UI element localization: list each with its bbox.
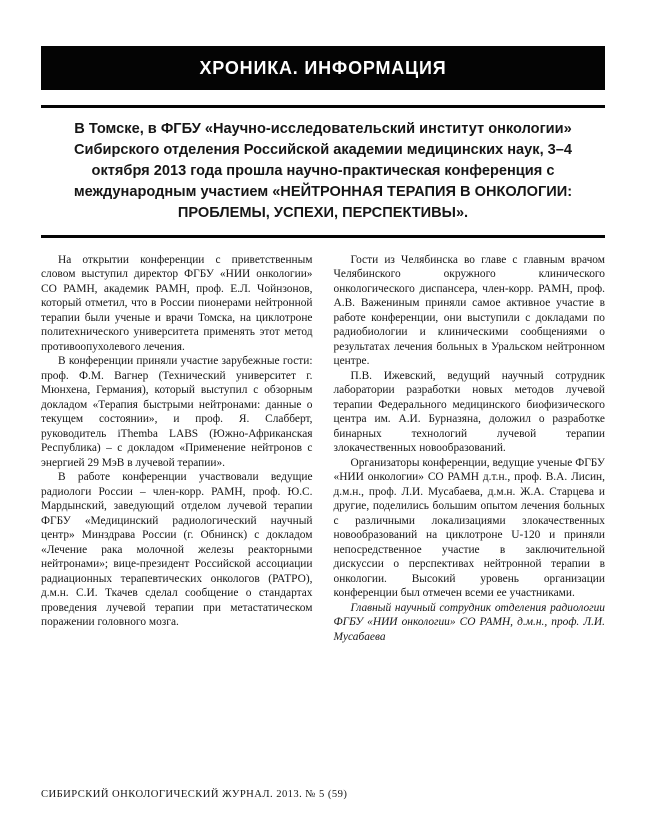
body-paragraph: На открытии конференции с приветственным словом выступил директор ФГБУ «НИИ онкологии» СО РАМН, академик РАМН, проф. Е.Л. Чойнзонов, который отметил, что в России пионерами нейтронной терапии были ученые и врачи Томска, на циклотроне политехнического университета применять этот метод противоопухолевого лечения. bbox=[41, 254, 313, 353]
author-signature: Главный научный сотрудник отделения радиологии ФГБУ «НИИ онкологии» СО РАМН, д.м.н., проф. Л.И. Мусабаева bbox=[333, 601, 605, 643]
body-paragraph: В работе конференции участвовали ведущие радиологи России – член-корр. РАМН, проф. Ю.С. Мардынский, заведующий отделом лучевой терапии ФГБУ «Медицинский радиологический научный центр» Минздрава России (г. Обнинск) с докладом «Лечение рака молочной железы реакторными нейтронами»; вице-президент Российской ассоциации радиационных терапевтических онкологов (РАТРО), д.м.н. С.И. Ткачев сделал сообщение о стандартах проведения лучевой терапии при метастатическом поражении головного мозга. bbox=[41, 471, 313, 629]
body-paragraph: П.В. Ижевский, ведущий научный сотрудник лаборатории разработки новых методов лучевой терапии Федерального медицинского биофизического центра им. А.И. Бурназяна, доложил о разработке бинарных технологий лучевой терапии злокачественных новообразований. bbox=[333, 369, 605, 455]
left-column bbox=[41, 253, 313, 644]
section-header-bar bbox=[41, 46, 605, 90]
body-paragraph: Гости из Челябинска во главе с главным врачом Челябинского окружного клинического онкологического диспансера, член-корр. РАМН, проф. А.В. Важениным приняли самое активное участие в работе конференции, они выступили с докладами по радиобиологии и клиническими сообщениями о результатах лечения больных в Уральском нейтронном центре. bbox=[333, 254, 605, 368]
body-paragraph: В конференции приняли участие зарубежные гости: проф. Ф.М. Вагнер (Технический университет г. Мюнхена, Германия), который выступил с обзорным докладом «Терапия быстрыми нейтронами: данные о текущем состоянии», и проф. Я. Слабберт, руководитель iThemba LABS (Южно-Африканская Республика) – с докладом «Применение нейтронов с энергией 29 МэВ в лучевой терапии». bbox=[41, 355, 313, 469]
body-paragraph: Организаторы конференции, ведущие ученые ФГБУ «НИИ онкологии» СО РАМН д.т.н., проф. В.А. Лисин, д.м.н., проф. Л.И. Мусабаева, д.м.н. Ж.А. Старцева и другие, поделились большим опытом лечения больных с различными локализациями злокачественных новообразований на циклотроне U-120 и приняли непосредственное участие в заключительной дискуссии о перспективах нейтронной терапии в онкологии. Высокий уровень организации конференции был отмечен всеми ее участниками. bbox=[333, 456, 605, 600]
right-column bbox=[334, 253, 606, 644]
lead-paragraph: В Томске, в ФГБУ «Научно-исследовательский институт онкологии» Сибирского отделения Российской академии медицинских наук, 3–4 октября 2013 года прошла научно-практическая конференция с международным участием «НЕЙТРОННАЯ ТЕРАПИЯ В ОНКОЛОГИИ: ПРОБЛЕМЫ, УСПЕХИ, ПЕРСПЕКТИВЫ». bbox=[73, 121, 573, 221]
top-rule bbox=[41, 105, 605, 108]
section-title: ХРОНИКА. ИНФОРМАЦИЯ bbox=[199, 57, 447, 78]
bottom-rule bbox=[41, 235, 605, 238]
journal-footer: СИБИРСКИЙ ОНКОЛОГИЧЕСКИЙ ЖУРНАЛ. 2013. № 5 (59) bbox=[41, 789, 348, 800]
article-body bbox=[41, 253, 605, 644]
